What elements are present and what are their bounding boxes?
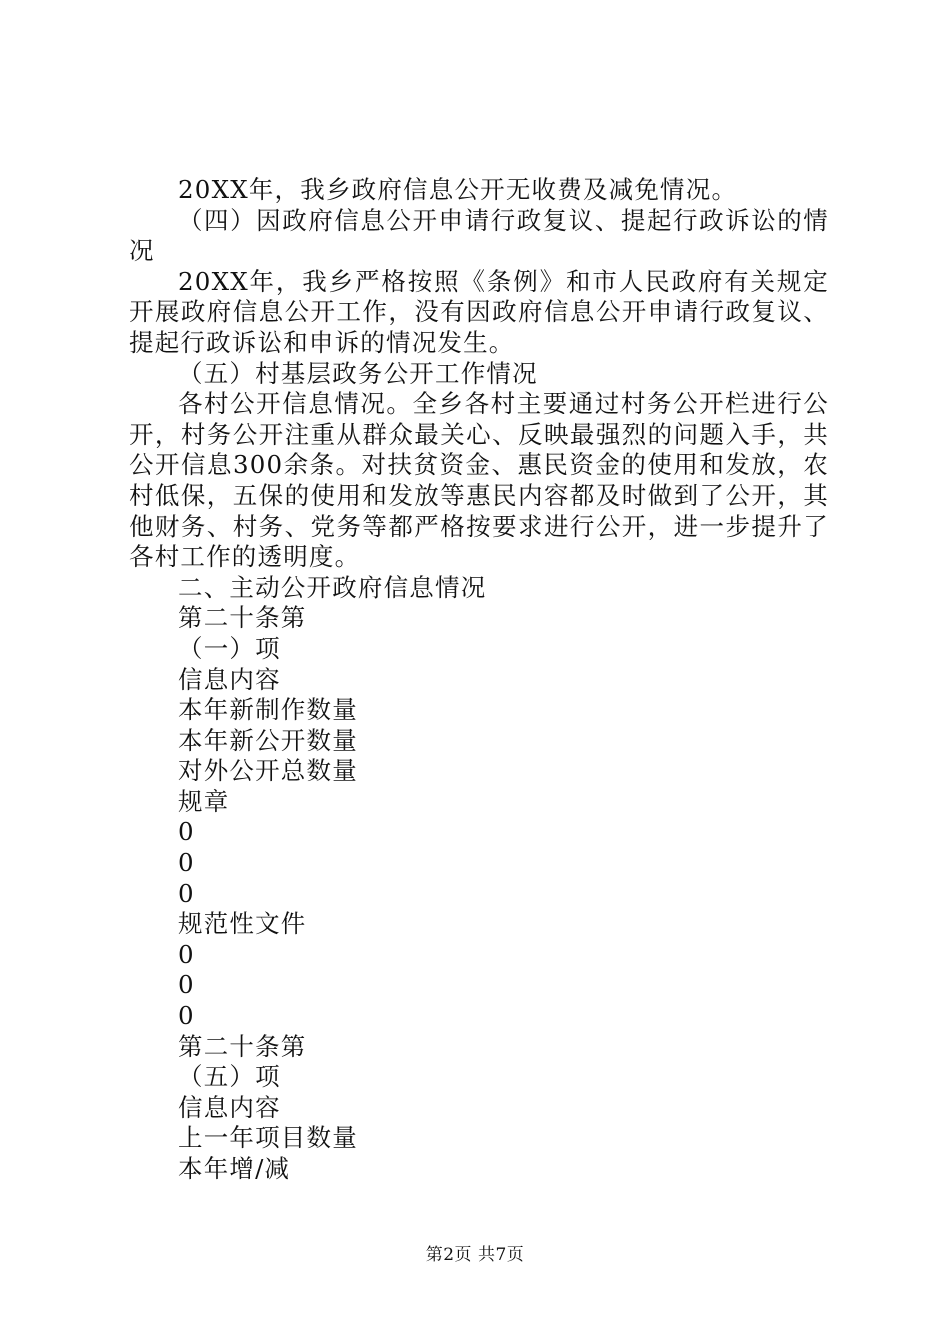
table-line: 信息内容	[178, 664, 281, 694]
table-line: （一）项	[178, 633, 281, 663]
table-line: 信息内容	[178, 1092, 281, 1122]
paragraph-no-review-lawsuit: 20XX年，我乡严格按照《条例》和市人民政府有关规定开展政府信息公开工作，没有因政府信息公开申请行政复议、提起行政诉讼和申诉的情况发生。	[129, 266, 829, 357]
heading-active-disclosure: 二、主动公开政府信息情况	[178, 572, 487, 602]
table-line: 0	[178, 817, 195, 847]
table-line: 0	[178, 848, 195, 878]
paragraph-fee-exemption: 20XX年，我乡政府信息公开无收费及减免情况。	[178, 175, 738, 204]
table-line: 规章	[178, 786, 230, 816]
table-line: 本年新制作数量	[178, 695, 358, 725]
page-number-label: 第2页 共7页	[425, 1245, 525, 1265]
table-line: 0	[178, 878, 195, 908]
table-line: （五）项	[178, 1062, 281, 1092]
table-line: 0	[178, 1001, 195, 1031]
table-line: 本年增/减	[178, 1154, 291, 1183]
heading-section-four: （四）因政府信息公开申请行政复议、提起行政诉讼的情况	[129, 205, 829, 266]
table-line: 规范性文件	[178, 909, 307, 939]
document-body	[129, 175, 829, 1185]
heading-section-five: （五）村基层政务公开工作情况	[178, 358, 538, 388]
table-line: 本年新公开数量	[178, 725, 358, 755]
table-line: 0	[178, 939, 195, 969]
table-line: 0	[178, 970, 195, 1000]
page-footer	[0, 1244, 950, 1266]
paragraph-village-disclosure: 各村公开信息情况。全乡各村主要通过村务公开栏进行公开，村务公开注重从群众最关心、反映最强烈的问题入手，共公开信息300余条。对扶贫资金、惠民资金的使用和发放，农村低保，五保的使用和发放等惠民内容都及时做到了公开，其他财务、村务、党务等都严格按要求进行公开，进一步提升了各村工作的透明度。	[129, 389, 829, 572]
table-line: 第二十条第	[178, 603, 307, 633]
table-line: 第二十条第	[178, 1031, 307, 1061]
table-line: 上一年项目数量	[178, 1123, 358, 1153]
table-line: 对外公开总数量	[178, 756, 358, 786]
